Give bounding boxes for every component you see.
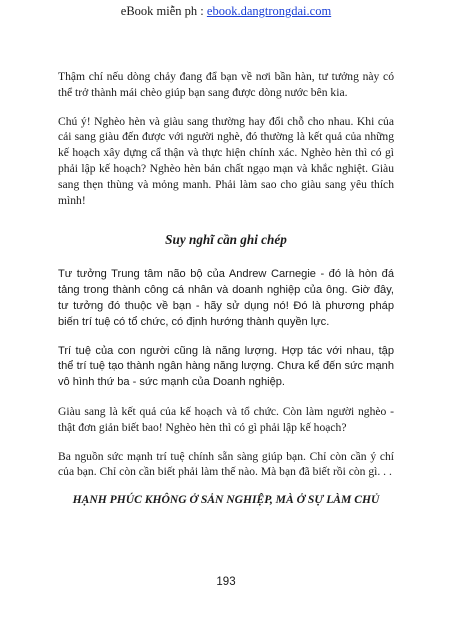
note-carnegie: Tư tưởng Trung tâm não bộ của Andrew Carnegie - đó là hòn đá tảng trong thành công cá nhân và doanh nghiệp của ông. Giờ đây, tư tưởng đó thuộc về bạn - hãy sử dụng nó! Đó là phương pháp biến trí tuệ có tổ chức, có định hướng thành quyền lực.	[58, 268, 394, 328]
header-prefix: eBook miễn ph :	[120, 4, 207, 18]
note-ba-nguon: Ba nguồn sức mạnh trí tuệ chính sẵn sàng giúp bạn. Chỉ còn cần ý chí của bạn. Chỉ còn cần biết phải làm thế nào. Mà bạn đã biết rồi còn gì. . .	[58, 449, 394, 479]
paragraph-dong-chay: Thậm chí nếu dòng chảy đang đẩ bạn về nơi bần hàn, tư tưởng này có thể trở thành mái chèo giúp bạn sang được dòng nước bên kia.	[58, 70, 394, 99]
page-content	[58, 69, 394, 506]
header-site-link[interactable]: ebook.dangtrongdai.com	[206, 4, 332, 18]
page-header	[0, 4, 452, 18]
note-tri-tue: Trí tuệ của con người cũng là năng lượng. Hợp tác với nhau, tập thể trí tuệ tạo thành ngân hàng năng lượng. Chưa kể đến sức mạnh vô hình thứ ba - sức mạnh của Doanh nghiệp.	[58, 344, 394, 389]
section-title: Suy nghĩ cần ghi chép	[165, 232, 287, 248]
closing-heading: HẠNH PHÚC KHÔNG Ở SẢN NGHIỆP, MÀ Ở SỰ LÀM CHỦ	[72, 493, 380, 507]
paragraph-chu-y: Chú ý! Nghèo hèn và giàu sang thường hay đổi chỗ cho nhau. Khi của cải sang giàu đến được với người nghè, đó thường là kết quả của những kế hoạch xây dựng cẩ thận và thực hiện chính xác. Nghèo hèn thì có gì phải lập kế hoạch? Nghèo hèn bản chất ngạo mạn và khắc nghiệt. Giàu sang thẹn thùng và mỏng manh. Phải làm sao cho giàu sang yêu thích mình!	[58, 114, 394, 207]
note-giau-sang: Giàu sang là kết quả của kế hoạch và tổ chức. Còn làm người nghèo - thật đơn giản biết bao! Nghèo hèn thì có gì phải lập kế hoạch?	[58, 404, 394, 434]
page-number: 193	[216, 576, 236, 588]
